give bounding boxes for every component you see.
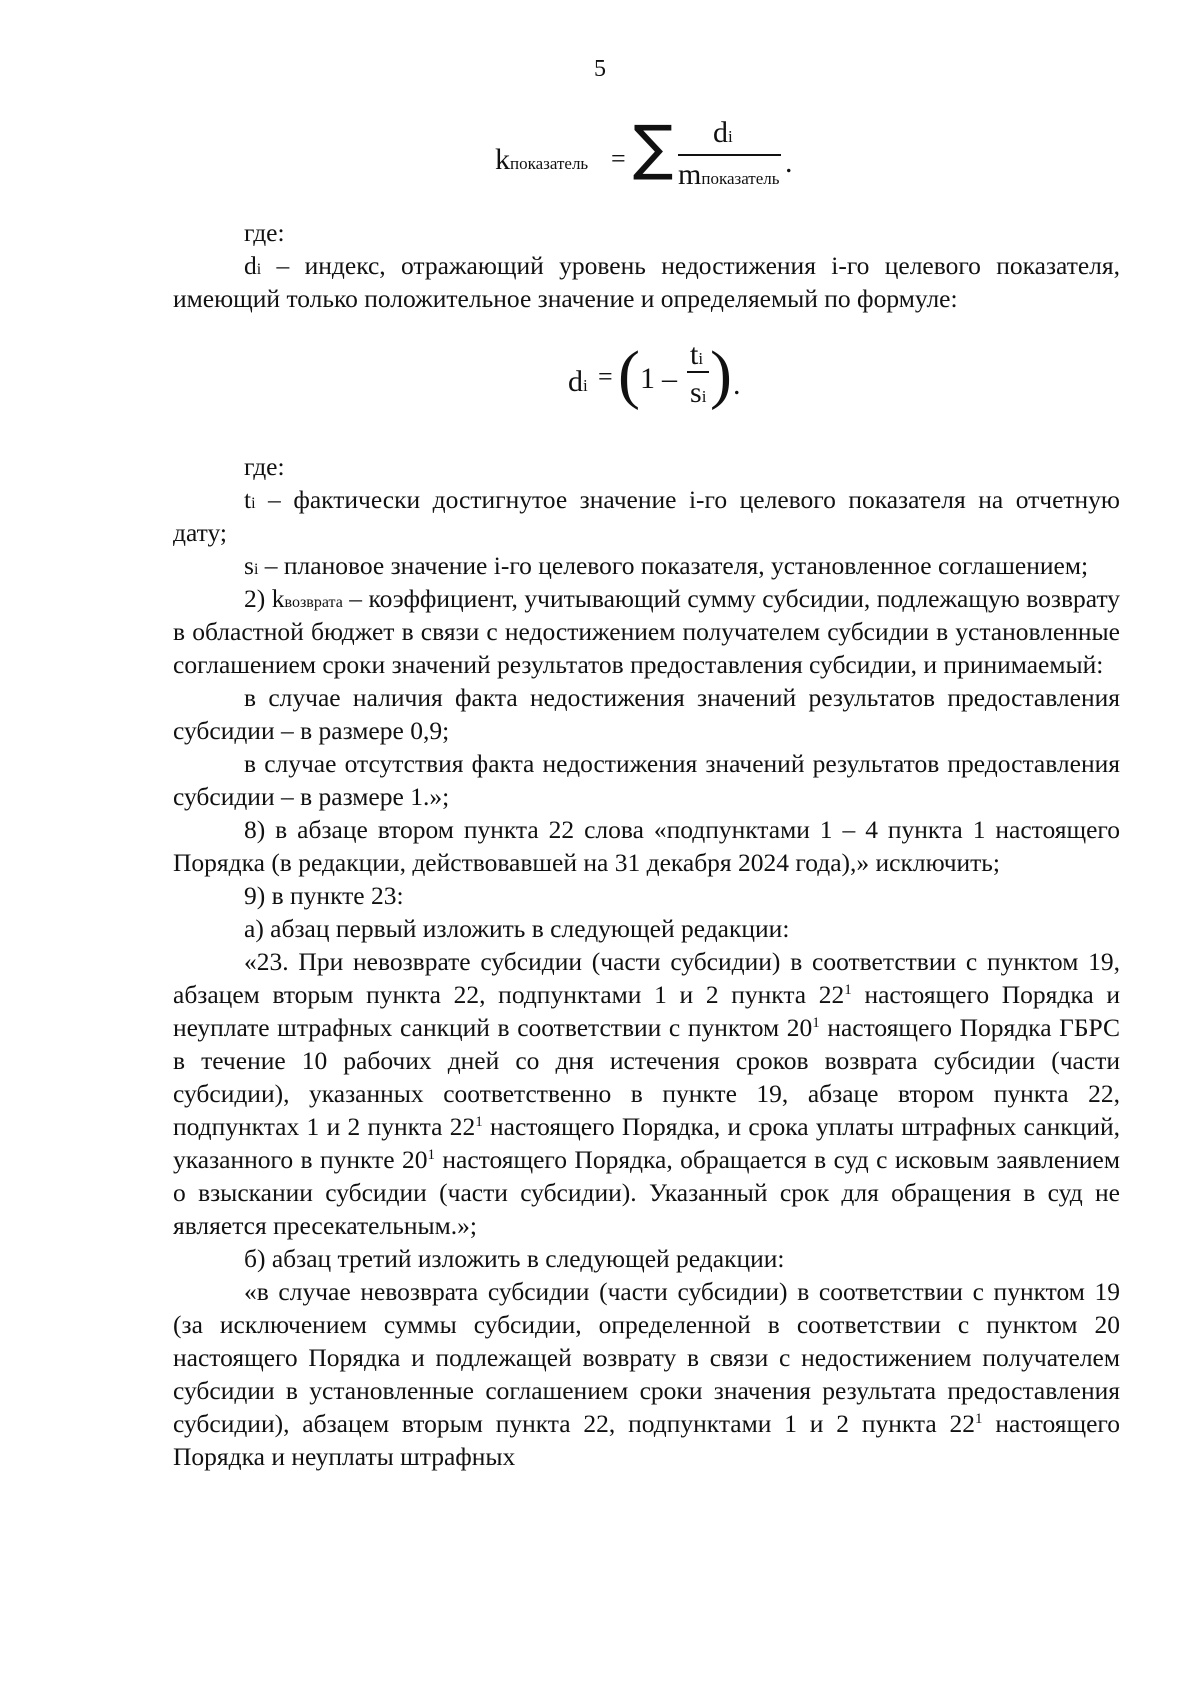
paragraph-23: «23. При невозврате субсидии (части субсидии) в соответствии с пунктом 19, абзацем вторым пункта 22, подпунктами 1 и 2 пункта $22^1$ настоящего Порядка и неуплате штрафных санкций в соответствии с пунктом $20^1$ настоящего Порядка ГБРС в течение 10 рабочих дней со дня истечения сроков возврата субсидии (части субсидии), указанных соответственно в пункте 19, абзаце втором пункта 22, подпунктах 1 и 2 пункта $22^1$ настоящего Порядка, и срока уплаты штрафных санкций, указанного в пункте $20^1$ настоящего Порядка, обращается в суд с исковым заявлением о взыскании субсидии (части субсидии). Указанный срок для обращения в суд не является пресекательным.»;: [173, 947, 1121, 1240]
definitions-block-2: [173, 450, 1120, 1473]
formula-k-indicator: [495, 112, 825, 202]
formula-k-numerator: di: [713, 116, 733, 149]
formula-k-end: .: [785, 146, 793, 179]
definition-ti: ti – фактически достигнутое значение i-го целевого показателя на отчетную дату;: [173, 485, 1120, 547]
item-9: 9) в пункте 23:: [244, 881, 404, 910]
formula-k-lhs: kпоказатель: [495, 143, 589, 176]
fraction-bar: [687, 371, 709, 373]
formula-k-equals: =: [611, 144, 626, 173]
paren-close: ): [710, 338, 732, 411]
formula-d-one: 1: [640, 362, 655, 395]
formula-d-minus: –: [662, 362, 677, 395]
definitions-block-1: [173, 216, 1120, 315]
fraction-bar: [678, 154, 781, 156]
formula-d-denominator: si: [690, 376, 707, 409]
case-present: в случае наличия факта недостижения значений результатов предоставления субсидии – в размере 0,9;: [173, 683, 1120, 745]
case-absent: в случае отсутствия факта недостижения значений результатов предоставления субсидии – в размере 1.»;: [173, 749, 1120, 811]
definition-si: si – плановое значение i-го целевого показателя, установленное соглашением;: [244, 551, 1089, 580]
item-9b: б) абзац третий изложить в следующей редакции:: [244, 1244, 785, 1273]
formula-d-equals: =: [598, 362, 613, 391]
paragraph-case: «в случае невозврата субсидии (части субсидии) в соответствии с пунктом 19 (за исключением суммы субсидии, определенной в соответствии с пунктом 20 настоящего Порядка и подлежащей возврату в связи с недостижением получателем субсидии в установленные соглашением сроки значения результата предоставления субсидии), абзацем вторым пункта 22, подпунктами 1 и 2 пункта $22^1$ настоящего Порядка и неуплаты штрафных: [173, 1277, 1120, 1471]
paren-open: (: [618, 338, 640, 411]
formula-d-numerator: ti: [690, 338, 704, 371]
formula-k-denominator: mпоказатель: [678, 158, 780, 191]
formula-d-index: [568, 340, 748, 420]
where-label: где:: [244, 452, 285, 481]
sum-symbol: ∑: [633, 113, 674, 183]
formula-d-lhs: di: [568, 365, 588, 398]
where-label: где:: [244, 218, 285, 247]
item-8: 8) в абзаце втором пункта 22 слова «подпунктами 1 – 4 пункта 1 настоящего Порядка (в редакции, действовавшей на 31 декабря 2024 года),» исключить;: [173, 815, 1120, 877]
item-9a: а) абзац первый изложить в следующей редакции:: [244, 914, 790, 943]
formula-d-end: .: [733, 368, 741, 401]
definition-k-return: 2) kвозврата – коэффициент, учитывающий сумму субсидии, подлежащую возврату в областной бюджет в связи с недостижением получателем субсидии в установленные соглашением сроки значений результатов предоставления субсидии, и принимаемый:: [173, 584, 1120, 679]
page-number: 5: [594, 56, 606, 82]
definition-di: di – индекс, отражающий уровень недостижения i-го целевого показателя, имеющий только положительное значение и определяемый по формуле:: [173, 251, 1120, 313]
